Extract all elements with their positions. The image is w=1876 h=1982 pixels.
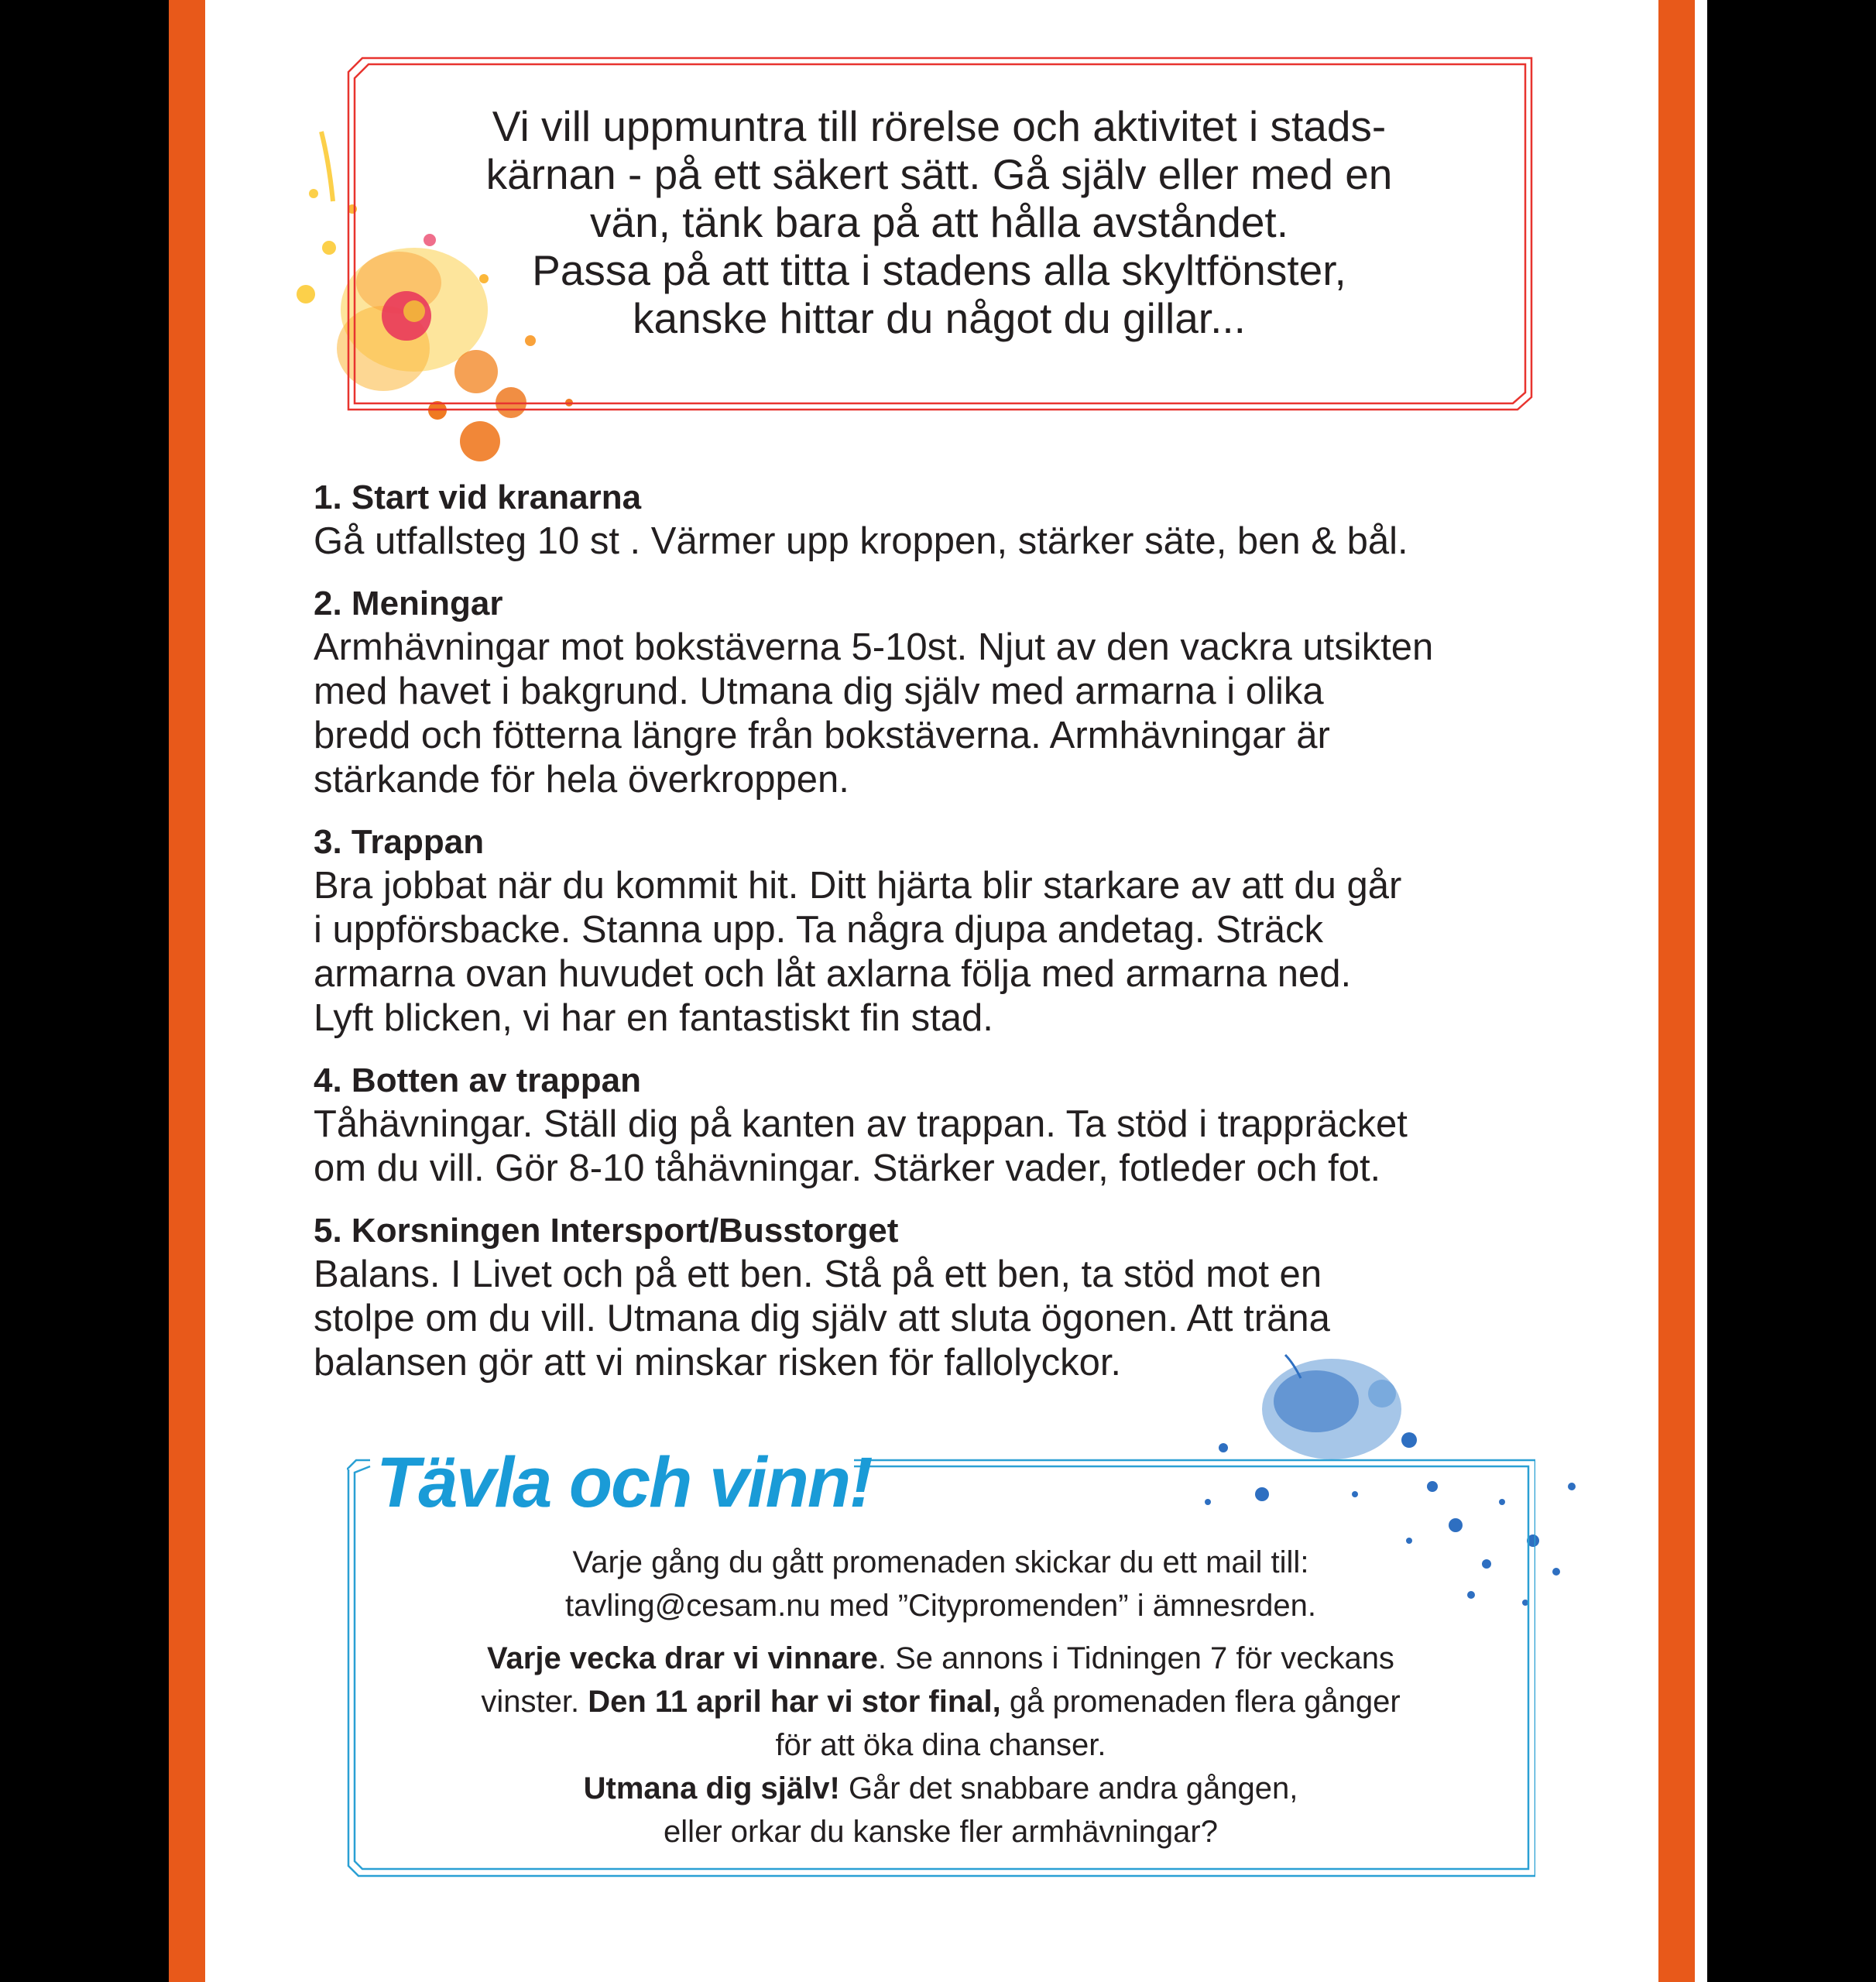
intro-line: Passa på att titta i stadens alla skyltfönster, — [532, 246, 1346, 294]
intro-line: kanske hittar du något du gillar... — [633, 294, 1246, 342]
contest-mail-line: Varje gång du gått promenaden skickar du ett mail till: — [572, 1545, 1309, 1579]
weekly-winner-bold: Varje vecka drar vi vinnare — [487, 1641, 878, 1675]
final-bold: Den 11 april har vi stor final, — [588, 1685, 1001, 1719]
step-line: stolpe om du vill. Utmana dig själv att sluta ögonen. Att träna — [314, 1298, 1330, 1339]
step-title: 3. Trappan — [314, 823, 485, 861]
contest-body — [383, 1541, 1498, 1863]
challenge-text: Går det snabbare andra gången, — [839, 1771, 1298, 1805]
step-line: stärkande för hela överkroppen. — [314, 759, 849, 801]
step-2 — [314, 582, 1568, 802]
step-line: om du vill. Gör 8-10 tåhävningar. Stärker vader, fotleder och fot. — [314, 1147, 1381, 1189]
step-line: bredd och fötterna längre från bokstäverna. Armhävningar är — [314, 715, 1330, 756]
step-line: med havet i bakgrund. Utmana dig själv med armarna i olika — [314, 670, 1324, 712]
step-line: Armhävningar mot bokstäverna 5-10st. Njut av den vackra utsikten — [314, 626, 1434, 668]
step-title: 5. Korsningen Intersport/Busstorget — [314, 1212, 899, 1250]
step-1 — [314, 476, 1568, 564]
weekly-text: vinster. — [481, 1685, 588, 1719]
exercise-steps — [314, 476, 1568, 1404]
step-line: Tåhävningar. Ställ dig på kanten av trappan. Ta stöd i trappräcket — [314, 1103, 1408, 1145]
contest-prize-paragraph — [383, 1637, 1498, 1853]
contest-mail-paragraph — [383, 1541, 1498, 1627]
step-4 — [314, 1059, 1568, 1191]
step-title: 2. Meningar — [314, 585, 503, 622]
step-line: i uppförsbacke. Stanna upp. Ta några djupa andetag. Sträck — [314, 909, 1323, 951]
step-line: Balans. I Livet och på ett ben. Stå på ett ben, ta stöd mot en — [314, 1253, 1322, 1295]
right-orange-border — [1658, 0, 1695, 1982]
intro-line: kärnan - på ett säkert sätt. Gå själv eller med en — [485, 150, 1393, 198]
step-line: Gå utfallsteg 10 st . Värmer upp kroppen, stärker säte, ben & bål. — [314, 520, 1408, 562]
challenge-text: eller orkar du kanske fler armhävningar? — [664, 1815, 1218, 1849]
intro-line: Vi vill uppmuntra till rörelse och aktivitet i stads- — [492, 102, 1387, 150]
step-3 — [314, 821, 1568, 1041]
step-line: balansen gör att vi minskar risken för fallolyckor. — [314, 1342, 1122, 1384]
step-line: Bra jobbat när du kommit hit. Ditt hjärta blir starkare av att du går — [314, 865, 1402, 907]
step-title: 4. Botten av trappan — [314, 1061, 641, 1099]
step-line: armarna ovan huvudet och låt axlarna följa med armarna ned. — [314, 953, 1352, 995]
final-text: gå promenaden flera gånger — [1000, 1685, 1401, 1719]
weekly-text: . Se annons i Tidningen 7 för veckans — [877, 1641, 1394, 1675]
final-text: för att öka dina chanser. — [775, 1728, 1106, 1762]
left-orange-border — [169, 0, 205, 1982]
contest-mail-line: tavling@cesam.nu med ”Citypromenden” i ämnesrden. — [565, 1589, 1316, 1623]
step-line: Lyft blicken, vi har en fantastiskt fin stad. — [314, 997, 993, 1039]
challenge-bold: Utmana dig själv! — [583, 1771, 840, 1805]
contest-heading — [370, 1438, 873, 1524]
step-title: 1. Start vid kranarna — [314, 478, 642, 516]
intro-line: vän, tänk bara på att hålla avståndet. — [590, 198, 1288, 246]
intro-paragraph — [386, 102, 1493, 342]
contest-heading-text: Tävla och vinn! — [376, 1443, 872, 1522]
